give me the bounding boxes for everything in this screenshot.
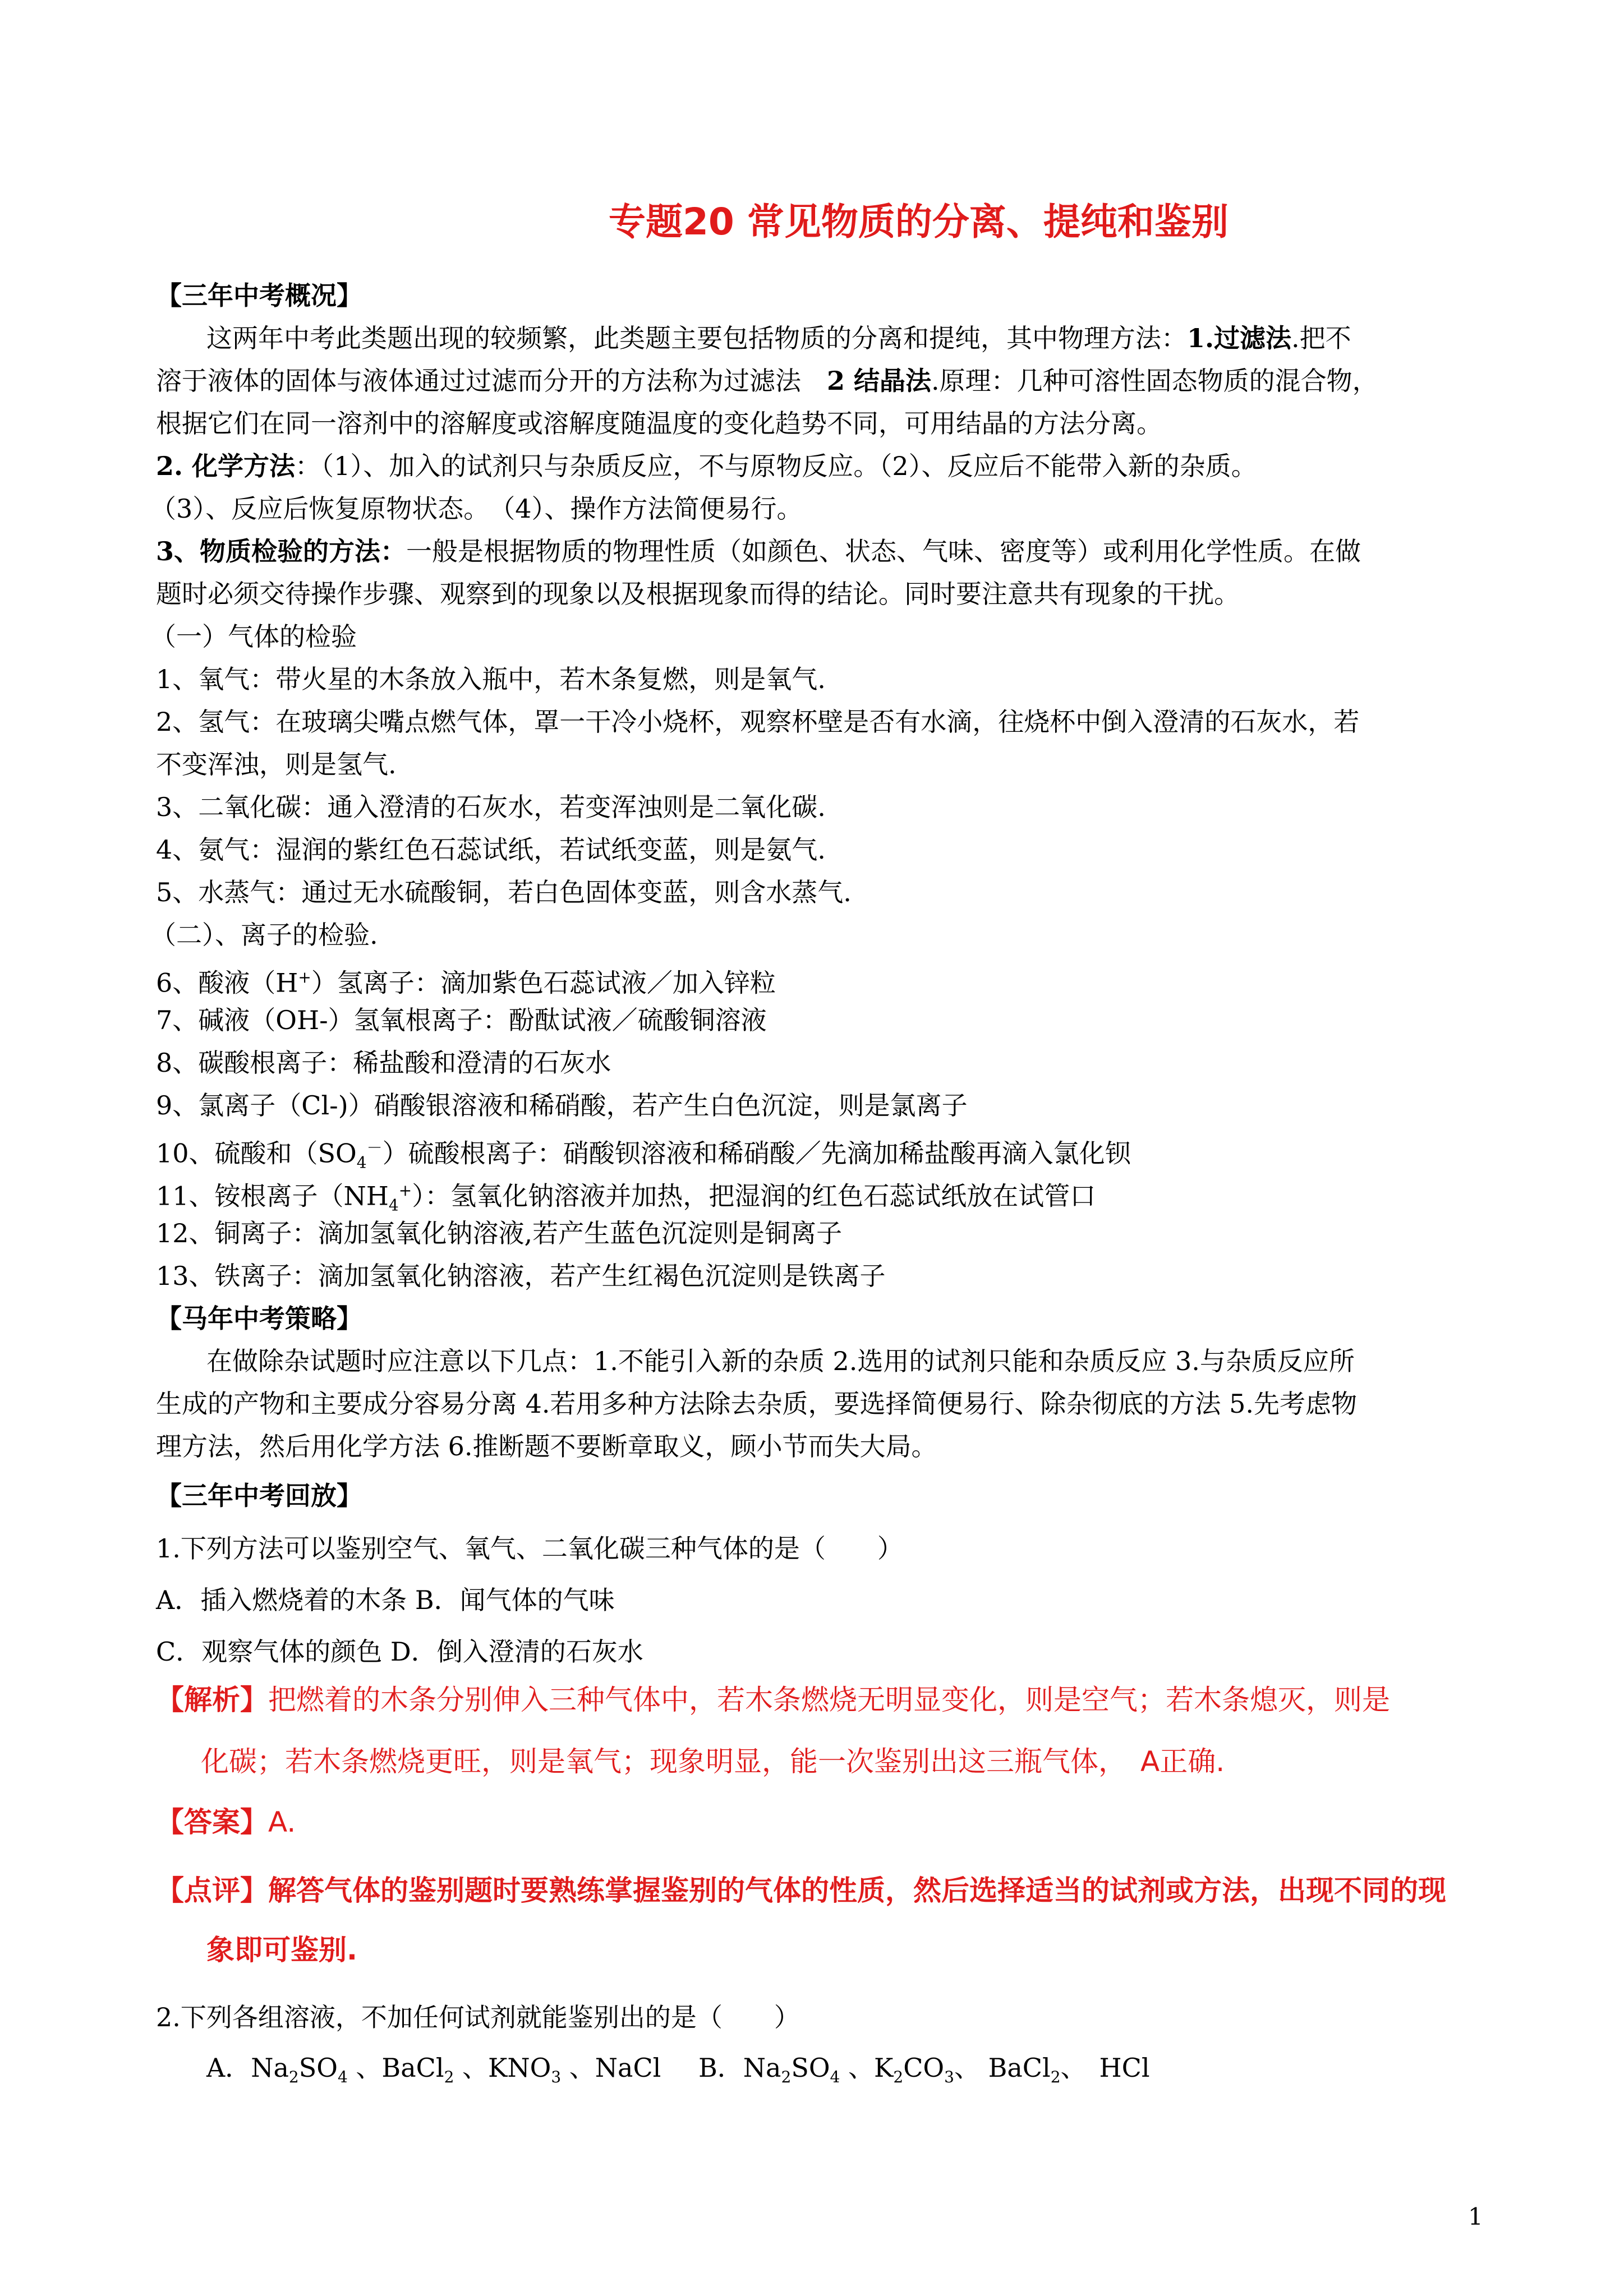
list-item: 3、二氧化碳：通入澄清的石灰水，若变浑浊则是二氧化碳. [156, 792, 826, 822]
list-item: 12、铜离子：滴加氢氧化钠溶液,若产生蓝色沉淀则是铜离子 [156, 1218, 843, 1248]
paragraph-line: （3）、反应后恢复原物状态。 （4）、操作方法简便易行。 [150, 494, 803, 524]
list-item: 9、氯离子（Cl-)）硝酸银溶液和稀硝酸，若产生白色沉淀，则是氯离子 [156, 1090, 968, 1121]
question-1: 1.下列方法可以鉴别空气、氧气、二氧化碳三种气体的是（ ） [156, 1533, 903, 1564]
paragraph-line: 这两年中考此类题出现的较频繁，此类题主要包括物质的分离和提纯，其中物理方法：1.过滤法.把不 [206, 323, 1351, 353]
paragraph-line: 在做除杂试题时应注意以下几点：1.不能引入新的杂质 2.选用的试剂只能和杂质反应 3.与杂质反应所 [206, 1346, 1355, 1376]
list-item: 6、酸液（H+）氢离子：滴加紫色石蕊试液／加入锌粒 [156, 967, 776, 998]
subheading-gas-tests: （一）气体的检验 [150, 621, 357, 652]
analysis-line-2: 化碳；若木条燃烧更旺，则是氧气；现象明显，能一次鉴别出这三瓶气体， A正确. [201, 1745, 1225, 1778]
answer-line: 【答案】A. [156, 1806, 296, 1838]
question-1-options-ab: A．插入燃烧着的木条 B．闻气体的气味 [156, 1585, 615, 1615]
list-item: 11、铵根离子$(NH_4^+)$：氢氧化钠溶液并加热，把湿润的红色石蕊试纸放在试管口 [156, 1181, 1096, 1215]
subheading-ion-tests: （二）、离子的检验. [150, 920, 378, 950]
list-item: 4、氨气：湿润的紫红色石蕊试纸，若试纸变蓝，则是氨气. [156, 835, 826, 865]
section-heading-strategy: 【马年中考策略】 [156, 1303, 362, 1334]
section-heading-review: 【三年中考回放】 [156, 1481, 362, 1511]
section-heading-overview: 【三年中考概况】 [156, 280, 362, 311]
paragraph-line: 题时必须交待操作步骤、观察到的现象以及根据现象而得的结论。同时要注意共有现象的干扰。 [156, 579, 1240, 609]
comment-line-2: 象即可鉴别. [206, 1934, 357, 1966]
question-1-options-cd: C．观察气体的颜色 D．倒入澄清的石灰水 [156, 1636, 643, 1667]
question-2: 2.下列各组溶液，不加任何试剂就能鉴别出的是（ ） [156, 2002, 800, 2032]
page-number: 1 [1468, 2203, 1483, 2230]
question-2-option-a: A．$Na_2SO_4$ 、BaCl$_2$ 、$KNO_3$ 、NaCl [206, 2053, 661, 2087]
paragraph-line: 2. 化学方法：（1）、加入的试剂只与杂质反应，不与原物反应。（2）、反应后不能带入新的杂质。 [156, 451, 1257, 481]
paragraph-line: 根据它们在同一溶剂中的溶解度或溶解度随温度的变化趋势不同，可用结晶的方法分离。 [156, 408, 1162, 439]
list-item: 13、铁离子：滴加氢氧化钠溶液，若产生红褐色沉淀则是铁离子 [156, 1261, 886, 1291]
analysis-line-1: 【解析】把燃着的木条分别伸入三种气体中，若木条燃烧无明显变化，则是空气；若木条熄灭，则是 [156, 1684, 1390, 1716]
list-item: 1、氧气：带火星的木条放入瓶中，若木条复燃，则是氧气. [156, 664, 826, 694]
list-item: 5、水蒸气：通过无水硫酸铜，若白色固体变蓝，则含水蒸气. [156, 877, 852, 907]
paragraph-line: 理方法，然后用化学方法 6.推断题不要断章取义，顾小节而失大局。 [156, 1431, 937, 1461]
question-2-option-b: B．$Na_2SO_4$ 、$K_2CO_3$、 BaCl$_2$、 HCl [698, 2053, 1150, 2087]
list-item: 2、氢气：在玻璃尖嘴点燃气体，罩一干冷小烧杯，观察杯壁是否有水滴，往烧杯中倒入澄清的石灰水，若 [156, 707, 1360, 737]
paragraph-line: 生成的产物和主要成分容易分离 4.若用多种方法除去杂质，要选择简便易行、除杂彻底的方法 5.先考虑物 [156, 1389, 1358, 1419]
paragraph-line: 3、物质检验的方法：一般是根据物质的物理性质（如颜色、状态、气味、密度等）或利用化学性质。在做 [156, 536, 1361, 566]
list-item: 8、碳酸根离子：稀盐酸和澄清的石灰水 [156, 1048, 611, 1078]
comment-line-1: 【点评】解答气体的鉴别题时要熟练掌握鉴别的气体的性质，然后选择适当的试剂或方法，出现不同的现 [156, 1874, 1446, 1907]
paragraph-line: 溶于液体的固体与液体通过过滤而分开的方法称为过滤法 2 结晶法.原理：几种可溶性固态物质的混合物， [156, 366, 1378, 396]
list-item: 不变浑浊，则是氢气. [156, 749, 397, 780]
list-item: 7、碱液（OH-）氢氧根离子：酚酞试液／硫酸铜溶液 [156, 1005, 767, 1035]
document-title: 专题20 常见物质的分离、提纯和鉴别 [609, 200, 1229, 243]
list-item: 10、硫酸和$(SO_4^-)$硫酸根离子：硝酸钡溶液和稀硝酸／先滴加稀盐酸再滴入氯化钡 [156, 1138, 1131, 1172]
